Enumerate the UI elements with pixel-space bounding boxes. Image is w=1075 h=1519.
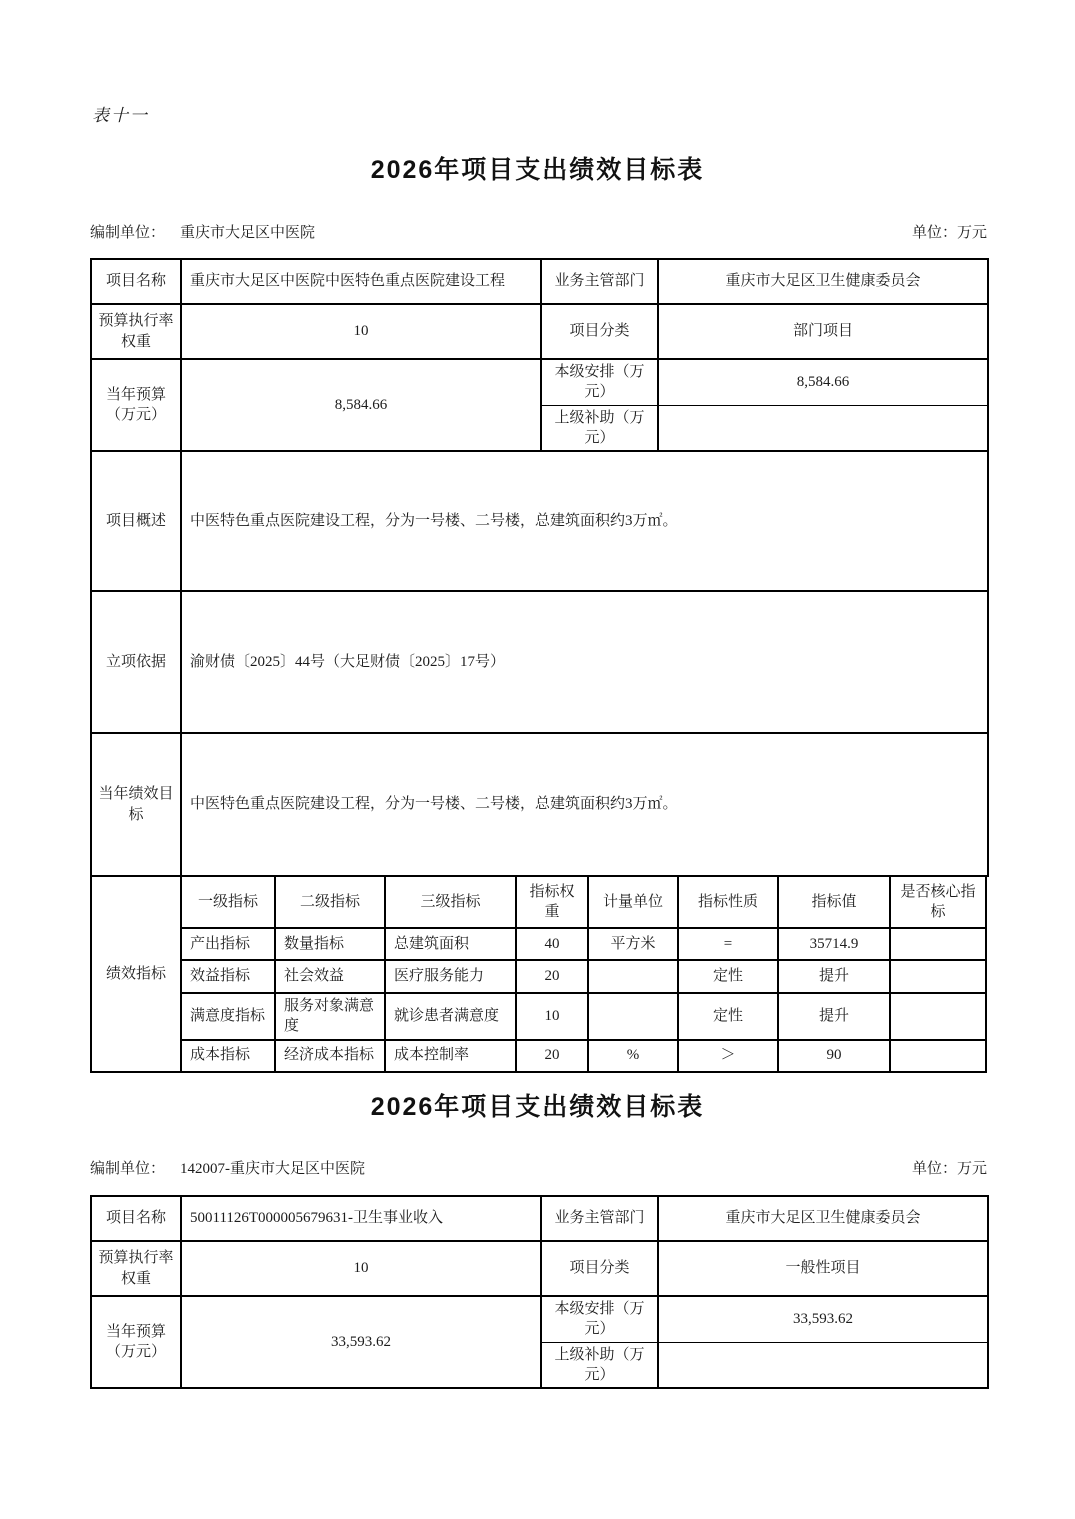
exec-rate-value: 10 [181,1241,541,1296]
prepared-by-label: 编制单位： [90,1161,166,1177]
subsidy-label: 上级补助（万元） [541,405,658,451]
section1-prepared-by [90,221,315,242]
indicators-header-row [91,876,986,928]
budget-label: 当年预算（万元） [91,359,181,451]
section1-title: 2026年项目支出绩效目标表 [370,156,705,184]
basis-label: 立项依据 [91,591,181,733]
indicator-cell: ＞ [678,1040,778,1072]
budget-value: 33,593.62 [181,1296,541,1388]
table-row [91,1296,988,1342]
indicator-cell: 效益指标 [181,960,275,993]
indicator-cell: 35714.9 [778,928,890,960]
dept-label: 业务主管部门 [541,1196,658,1241]
indicator-cell: 20 [516,1040,588,1072]
table-row [91,1196,988,1241]
category-label: 项目分类 [541,304,658,359]
indicator-cell: 20 [516,960,588,993]
project-name-label: 项目名称 [91,1196,181,1241]
project-name-label: 项目名称 [91,259,181,304]
indicator-cell [890,993,986,1040]
overview-label: 项目概述 [91,451,181,591]
exec-rate-label: 预算执行率权重 [91,1241,181,1296]
local-arrangement-value: 8,584.66 [658,359,988,405]
indicator-cell: 医疗服务能力 [385,960,516,993]
table-row [91,451,988,591]
indicator-cell: 就诊患者满意度 [385,993,516,1040]
col-header-level3: 三级指标 [385,876,516,928]
indicator-cell: 产出指标 [181,928,275,960]
exec-rate-label: 预算执行率权重 [91,304,181,359]
table-row [91,359,988,405]
budget-value: 8,584.66 [181,359,541,451]
subsidy-value [658,405,988,451]
section2-prepared-by [90,1157,365,1178]
table-row [91,1241,988,1296]
dept-value: 重庆市大足区卫生健康委员会 [658,1196,988,1241]
section1-info-table [90,258,989,877]
indicator-cell: 90 [778,1040,890,1072]
section2-unit-note: 单位：万元 [911,1161,987,1177]
indicator-cell [890,928,986,960]
indicators-label: 绩效指标 [91,876,181,1072]
indicator-row [91,993,986,1040]
indicator-cell: 定性 [678,960,778,993]
goal-text: 中医特色重点医院建设工程，分为一号楼、二号楼，总建筑面积约3万㎡。 [181,733,988,876]
col-header-level2: 二级指标 [275,876,385,928]
indicator-cell [588,960,678,993]
table-row [91,733,988,876]
table-row [91,304,988,359]
section2-info-table [90,1195,989,1389]
prepared-by-value: 142007-重庆市大足区中医院 [180,1161,366,1177]
section2-table [90,1195,987,1389]
indicator-cell: 平方米 [588,928,678,960]
table-row [91,591,988,733]
subsidy-value [658,1342,988,1388]
section1-unit-note: 单位：万元 [911,225,987,241]
category-label: 项目分类 [541,1241,658,1296]
section1-table [90,258,987,1073]
local-arrangement-value: 33,593.62 [658,1296,988,1342]
indicator-row [91,1040,986,1072]
indicator-cell [890,960,986,993]
indicator-cell: 10 [516,993,588,1040]
doc-label: 表十一 [92,106,149,125]
col-header-weight: 指标权重 [516,876,588,928]
section2-title: 2026年项目支出绩效目标表 [370,1093,705,1121]
section2-meta-row [90,1157,987,1178]
indicator-cell: 成本指标 [181,1040,275,1072]
indicator-cell: 总建筑面积 [385,928,516,960]
indicator-cell: 40 [516,928,588,960]
indicator-cell: = [678,928,778,960]
budget-label: 当年预算（万元） [91,1296,181,1388]
col-header-nature: 指标性质 [678,876,778,928]
project-name-value: 50011126T000005679631-卫生事业收入 [181,1196,541,1241]
col-header-unit: 计量单位 [588,876,678,928]
category-value: 一般性项目 [658,1241,988,1296]
indicator-cell: 提升 [778,960,890,993]
indicator-cell: 定性 [678,993,778,1040]
basis-text: 渝财债〔2025〕44号（大足财债〔2025〕17号） [181,591,988,733]
indicator-cell: 数量指标 [275,928,385,960]
indicator-cell [890,1040,986,1072]
prepared-by-label: 编制单位： [90,225,166,241]
table-row [91,259,988,304]
overview-text: 中医特色重点医院建设工程，分为一号楼、二号楼，总建筑面积约3万㎡。 [181,451,988,591]
goal-label: 当年绩效目标 [91,733,181,876]
category-value: 部门项目 [658,304,988,359]
indicator-row [91,960,986,993]
indicator-cell: 经济成本指标 [275,1040,385,1072]
exec-rate-value: 10 [181,304,541,359]
indicator-cell: 社会效益 [275,960,385,993]
subsidy-label: 上级补助（万元） [541,1342,658,1388]
section1-indicators-table [90,875,987,1073]
col-header-value: 指标值 [778,876,890,928]
dept-label: 业务主管部门 [541,259,658,304]
indicator-cell: 提升 [778,993,890,1040]
col-header-level1: 一级指标 [181,876,275,928]
dept-value: 重庆市大足区卫生健康委员会 [658,259,988,304]
indicator-row [91,928,986,960]
local-arrangement-label: 本级安排（万元） [541,359,658,405]
indicator-cell: 满意度指标 [181,993,275,1040]
prepared-by-value: 重庆市大足区中医院 [180,225,316,241]
project-name-value: 重庆市大足区中医院中医特色重点医院建设工程 [181,259,541,304]
local-arrangement-label: 本级安排（万元） [541,1296,658,1342]
col-header-core: 是否核心指标 [890,876,986,928]
indicator-cell: 服务对象满意度 [275,993,385,1040]
indicator-cell [588,993,678,1040]
section1-meta-row [90,221,987,242]
indicator-cell: % [588,1040,678,1072]
indicator-cell: 成本控制率 [385,1040,516,1072]
